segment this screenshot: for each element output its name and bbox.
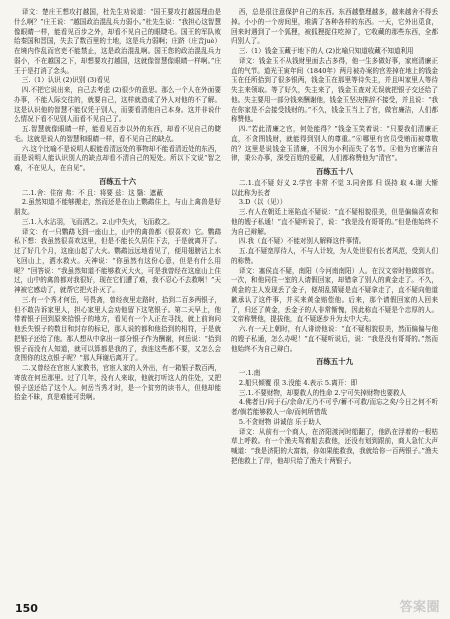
answer-paragraph: 五.直不疑宽厚待人，不与人计较，为人处世很有长者风范，受到人们的称赞。 [231,247,438,265]
answer-paragraph: 三.（1）认识 (2)识别 (3)看见 [21,76,110,85]
page-number: 150 [15,602,38,615]
answer-paragraph: 4.佛者日/问于石/余命/无乃不可乎/蓄不可救/而忘之矣/今日之何不听者/倘若能够救人一命/而何所惜哉 [231,398,438,416]
answer-paragraph: 2.船只倾覆 很 3.没能 4.表示 5.离开：即 [238,378,358,387]
answer-paragraph: 三.1.不要财物，却要救人的性命 2.宁可失掉财物也要救人 [238,388,407,397]
answer-paragraph: 二.1.舍：住宿 弗：不 且：将要 兹：这 翳：遮蔽 [21,188,163,197]
section-heading: 百练五十六 [99,176,136,186]
answer-paragraph: 五.智慧就像眼睛一样，能看见百步以外的东西，却看不见自己的睫毛。这就是说人的智慧和眼睛一样，看不见自己的缺点。 [14,125,221,143]
answer-paragraph: 西，总是很注意保护自己的东西。东西越整理越多，越来越舍不得丢掉。小小的一个房间里，堆满了各种各样的东西。一天，它外出觅食，回来时遇到了一个狐狸，被狐狸捉住吃掉了，它收藏的那些东西，全都归别人了。 [231,8,438,46]
answer-paragraph: 译文：塞侯直不疑，南阳（今河南南阳）人。在汉文帝时他做郎官。一次，和他同住一室的人请假回家，却错拿了别人的黄金走了。不久，黄金的主人发现丢了金子，便胡乱猜疑是直不疑拿走了，直不疑向他道歉承认了这件事，并买来黄金赔偿他。后来，那个请假回家的人回来了，归还了黄金，丢金子的人非常惭愧，因此称直不疑是个忠厚的人。文帝称赞他，提拔他，直不疑逐步升为太中大夫。 [231,266,438,324]
answer-paragraph: 2.虽然知道不能够搬走，然而还是在山上鹦鹉住上，与山上禽兽是好朋友。 [14,198,221,216]
answer-paragraph: 四.“若此清廉之官，何处能得？”钱金玉笑着说：“只要我们清廉正直，不贪图钱财，就能得到别人的尊重。”⑥哪里有官员受贿而被尊敬的？这里是说钱金玉清廉，不因为小利而失了名节。④他为官廉洁自律，秉公办事，深受百姓的爱戴，人们都称赞他为“清官”。 [231,125,438,163]
answer-paragraph: 三.（1）钱金玉藏于地下的人 (2)比喻只知道收藏不知道利用 [238,47,414,55]
answer-paragraph: 二.又曾经在官宦人家教书，官宦人家的人外出，有一箱银子数百两，寄放在何岳那里。过了几年，没有人来取，他就打听这人的住处，又把银子送还给了这个人。何岳当秀才时，是一个贫穷的读书人，但他却能拾金不昧，真是难能可贵啊。 [14,364,221,402]
answer-paragraph: 译文：从前有一个商人，在济阳渡河时船翻了，他趴在浮着的一根枯草上呼救。有一个渔夫驾着船去救他，还没有划到跟前，商人急忙大声喊道：“我是济阳的大富翁，你如果能救我，我就给你一百两银子。”渔夫把他救上了岸，他却只给了渔夫十两银子。 [231,427,438,465]
left-column [14,8,221,598]
answer-paragraph: 六.有一天上朝时，有人诽谤他说：“直不疑相貌很美，然而偏偏与他的嫂子私通，怎么办呢！”直不疑听说后，说：“我是没有哥哥的。”然而他始终不为自己辩白。 [231,325,438,353]
answer-paragraph: 三.有一个秀才何岳，号畏斋，曾经夜里走路时，拾到二百多两银子，但不敢告诉家里人，担心家里人会劝他留下这笔银子。第二天早上，他带着银子回到原来拾银子的地方，看见有一个人正在寻找，就上前询问他丢失银子的数目和封存的标记，那人说的都和他拾到的相符，于是就把银子还给了他。那人想从中拿出一部分银子作为酬谢，何岳说：“拾到银子而没有人知道，就可以算都是我的了，我连这些都不要，又怎么会贪图你的这点银子呢？”那人拜谢后离开了。 [14,295,221,363]
right-column [231,8,438,598]
answer-paragraph: 3.D（以（见）） [238,198,287,207]
answer-paragraph: 一.1.南 [238,369,261,377]
answer-paragraph: 5.不贪财物 讲诚信 乐于助人 [238,417,322,426]
watermark-logo: 答案圈 [399,600,440,615]
answer-paragraph: 二.1.直不疑 好义 2.学官 非常 不觉 3.同舍郎 归 误持 取 4.谢 大惭 以此称为长者 [231,178,438,197]
answer-paragraph: 译文：楚庄王想攻打越国，杜先生劝说道：“国王要攻打越国理由是什么啊？”庄王说：“越国政治混乱兵力弱小。”杜先生说：“我担心这智慧像眼睛一样，能看见百步之外，却看不见自己的眼睫毛。国王的军队败给秦国和晋国，失去了数百里的土地，这是兵力弱啊；庄跻（庄音juè）在境内作乱而官吏不能禁止，这是政治混乱啊。国王您的政治混乱兵力弱小，不在越国之下，却想要攻打越国，这就像智慧像眼睛一样啊。”庄王于是打消了念头。 [14,8,221,75]
answer-paragraph: 四.不把它说出来，自己去考虑 (2)很少的意思。那么一个人在外面要办事，不能人际交往的，就要自己，这样就造成了外人对他的不了解。这是认识他的智慧不能仅凭于别人，而要看清他自己本身。这并非说什么情况下看不见别人而看不见自己了。 [14,86,221,124]
answer-paragraph: 三.1.入水沾羽，飞而洒之。2.山中失火，飞而救之。 [21,217,174,226]
section-heading: 百练五十九 [316,357,353,367]
answer-paragraph: 六.这个比喻不是说明人眼能看清远处的事物却不能看清近处的东西，而是说明人能认识别人的缺点却看不清自己的短处。所以下文说“智之难，不在见人，在自见”。 [14,144,221,172]
answer-paragraph: 译文：钱金玉不从钱财里面去占多得，他一生多做好事，家庭清廉正直的气节。道光王寅年间（1840年）两月被办案的官差掉在地上的钱金玉在任所拾到了很多银两，钱金玉在那里等待失主，并且叫家里人等待失主来领取。等了好久，失主来了，钱金玉查对无误就把银子交还给了他。失主要用一部分钱来酬谢他，钱金玉坚决推辞不接受，并且说：“我在你家是不会接受钱财的。”不久，钱金玉当上了官，做官廉洁，人们都称赞他。 [231,56,438,124]
answer-paragraph: 三.有人在朝廷上诬陷直不疑说：“直不疑相貌很美，但是偏偏喜欢和他的嫂子私通！”直不疑听说了，说：“我是没有哥哥的。”但是他始终不为自己辩解。 [231,208,438,236]
section-heading: 百练五十八 [316,167,353,176]
answer-paragraph: 四.我（直不疑）不能对别人解释这件事情。 [238,237,366,246]
answer-paragraph: 译文：有一只鹦鹉飞到一座山上，山中的禽兽都（很喜欢）它。鹦鹉私下想：我虽然很喜欢这里，但是不能长久居住下去，于是就离开了。过了好几个月，这座山起了大火。鹦鹉远远地看见了，便用翅膀沾上水飞回山上，洒水救火。天神说：“你虽然有这份心意，但是有什么用呢？”回答说：“我虽然知道不能够救灭大火，可是我曾经在这座山上住过，山中的禽兽都对我很好，现在它们遭了难，我不忍心不去救啊！”天神被它感动了，就帮它把火扑灭了。 [14,227,221,294]
